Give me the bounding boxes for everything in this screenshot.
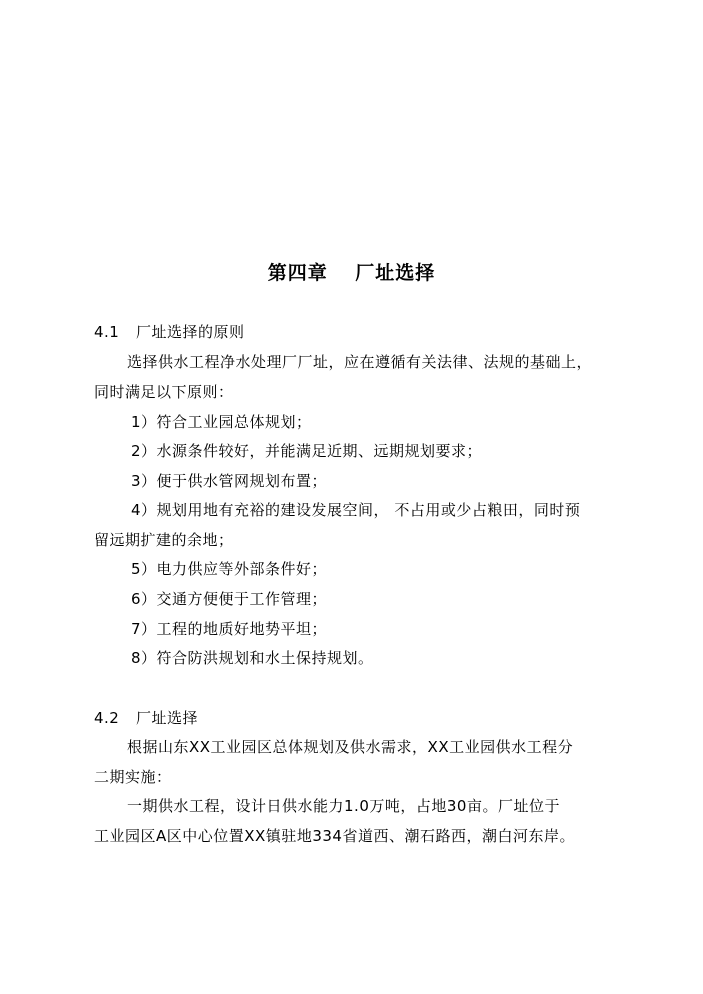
section-number: 4.2 xyxy=(94,709,120,727)
section-4-2-heading xyxy=(94,708,198,728)
paragraph-line: 同时满足以下原则： xyxy=(94,383,234,401)
paragraph-line: 工业园区A区中心位置XX镇驻地334省道西、潮石路西，潮白河东岸。 xyxy=(94,827,575,845)
list-item: 4）规划用地有充裕的建设发展空间， 不占用或少占粮田，同时预 xyxy=(131,501,581,519)
paragraph-line: 根据山东XX工业园区总体规划及供水需求，XX工业园供水工程分 xyxy=(127,738,574,756)
list-item: 5）电力供应等外部条件好； xyxy=(131,560,328,578)
section-title: 厂址选择的原则 xyxy=(136,323,245,341)
list-item: 3）便于供水管网规划布置； xyxy=(131,472,328,490)
chapter-title: 第四章 厂址选择 xyxy=(267,262,436,284)
section-number: 4.1 xyxy=(94,323,120,341)
section-4-1-heading xyxy=(94,322,245,342)
list-item: 2）水源条件较好，并能满足近期、远期规划要求； xyxy=(131,442,483,460)
paragraph-line: 二期实施： xyxy=(94,768,172,786)
list-item: 7）工程的地质好地势平坦； xyxy=(131,620,328,638)
paragraph-line: 一期供水工程，设计日供水能力1.0万吨，占地30亩。厂址位于 xyxy=(127,797,560,815)
section-title: 厂址选择 xyxy=(136,709,199,727)
list-item: 1）符合工业园总体规划； xyxy=(131,413,312,431)
paragraph-line: 选择供水工程净水处理厂厂址，应在遵循有关法律、法规的基础上， xyxy=(127,353,593,371)
list-item: 6）交通方便便于工作管理； xyxy=(131,590,328,608)
list-item-continuation: 留远期扩建的余地； xyxy=(94,531,234,549)
list-item: 8）符合防洪规划和水土保持规划。 xyxy=(131,649,374,667)
